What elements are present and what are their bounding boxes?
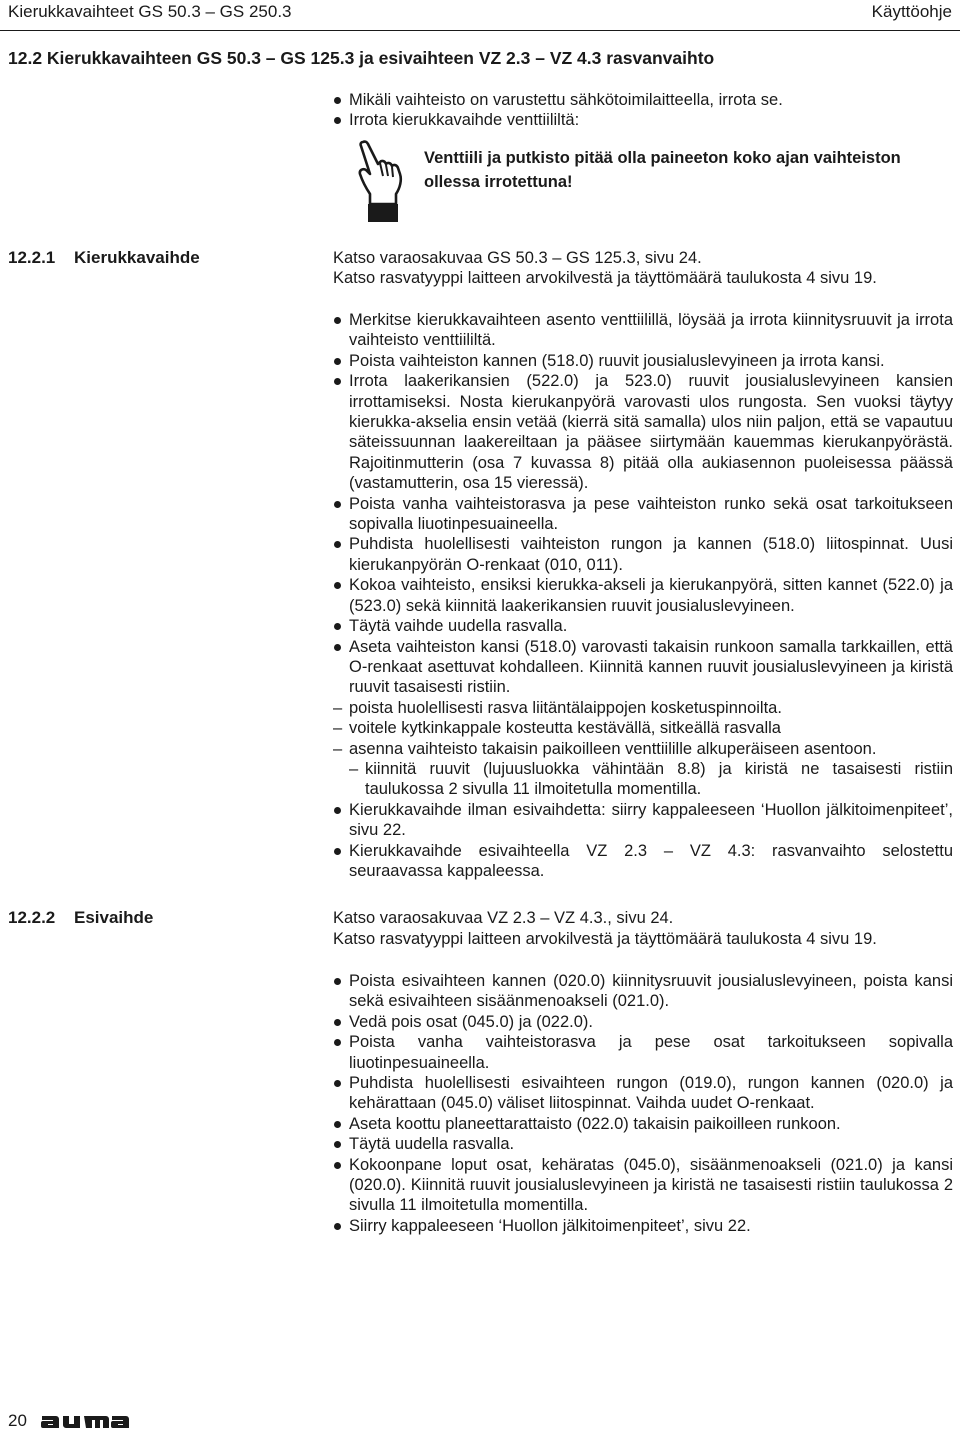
list-item: Aseta vaihteiston kansi (518.0) varovasti takaisin runkoon samalla tarkkaillen, että O-renkaat asettuvat kohdalleen. Kiinnitä kannen ruuvit jousialuslevyineen ja kiristä ruuvit tasaisesti ristiin. bbox=[333, 637, 953, 698]
intro-bullet: Irrota kierukkavaihde venttiililtä: bbox=[333, 110, 953, 130]
list-item: Siirry kappaleeseen ‘Huollon jälkitoimenpiteet’, sivu 22. bbox=[333, 1216, 953, 1236]
subsection-number: 12.2.1 bbox=[8, 248, 56, 267]
warning-text: Venttiili ja putkisto pitää olla paineeton koko ajan vaihteiston ollessa irrotettuna! bbox=[424, 149, 901, 191]
list-item: Irrota laakerikansien (522.0) ja 523.0) ruuvit jousialuslevyineen kansien irrottamiseksi. Nosta kierukanpyörä varovasti ulos rungosta. Sen vuoksi täytyy kierukka-akselia ensin vetää (kierrä sitä samalla) ulos niin paljon, että se vapautuu säteissuunnan laakereiltaan ja pääsee siirtymään kauemmas kierukanpyörästä. Rajoitinmutterin (osa 7 kuvassa 8) pitää olla aukiasennon puoleisessa päässä (vastamutterin, osa 15 vieressä). bbox=[333, 371, 953, 493]
pointing-hand-icon bbox=[356, 140, 406, 224]
section-title: 12.2 Kierukkavaihteen GS 50.3 – GS 125.3 ja esivaihteen VZ 2.3 – VZ 4.3 rasvanvaihto bbox=[8, 48, 715, 68]
running-header-title: Kierukkavaihteet GS 50.3 – GS 250.3 bbox=[8, 2, 292, 21]
list-item: Poista vaihteiston kannen (518.0) ruuvit jousialuslevyineen ja irrota kansi. bbox=[333, 351, 953, 371]
reference-line: Katso varaosakuvaa VZ 2.3 – VZ 4.3., sivu 24. bbox=[333, 909, 674, 927]
intro-bullet-list bbox=[333, 90, 953, 131]
list-item: Poista esivaihteen kannen (020.0) kiinnitysruuvit jousialuslevyineen, poista kansi sekä esivaihteen sisäänmenoakseli (021.0). bbox=[333, 971, 953, 1012]
bullet-list-gear bbox=[333, 310, 953, 881]
bullet-list-pre-gear bbox=[333, 971, 953, 1236]
list-item: Puhdista huolellisesti esivaihteen rungon (019.0), rungon kannen (020.0) ja kehärattaan (045.0) väliset liitospinnat. Vaihda uudet O-renkaat. bbox=[333, 1073, 953, 1114]
reference-line: Katso rasvatyyppi laitteen arvokilvestä ja täyttömäärä taulukosta 4 sivu 19. bbox=[333, 930, 877, 948]
list-item: Poista vanha vaihteistorasva ja pese osat tarkoitukseen sopivalla liuotinpesuaineella. bbox=[333, 1032, 953, 1073]
list-item: Vedä pois osat (045.0) ja (022.0). bbox=[333, 1012, 953, 1032]
list-item: Täytä uudella rasvalla. bbox=[333, 1134, 953, 1154]
list-item: Täytä vaihde uudella rasvalla. bbox=[333, 616, 953, 636]
reference-line: Katso varaosakuvaa GS 50.3 – GS 125.3, sivu 24. bbox=[333, 249, 702, 267]
intro-bullet: Mikäli vaihteisto on varustettu sähkötoimilaitteella, irrota se. bbox=[333, 90, 953, 110]
header-rule bbox=[0, 30, 960, 31]
page-number: 20 bbox=[8, 1411, 27, 1430]
dash-item: – poista huolellisesti rasva liitäntälaippojen kosketuspinnoilta. bbox=[333, 698, 782, 717]
list-item: Poista vanha vaihteistorasva ja pese vaihteiston runko sekä osat tarkoitukseen sopivalla liuotinpesuaineella. bbox=[333, 494, 953, 535]
list-item: Puhdista huolellisesti vaihteiston rungon ja kannen (518.0) liitospinnat. Uusi kierukanpyörän O-renkaat (010, 011). bbox=[333, 534, 953, 575]
reference-line: Katso rasvatyyppi laitteen arvokilvestä ja täyttömäärä taulukosta 4 sivu 19. bbox=[333, 269, 877, 287]
list-item: Kokoa vaihteisto, ensiksi kierukka-akseli ja kierukanpyörä, sitten kannet (522.0) ja (523.0) sekä kiinnitä laakerikansien ruuvit jousialuslevyineen. bbox=[333, 575, 953, 616]
subsection-number: 12.2.2 bbox=[8, 908, 56, 927]
list-item: Merkitse kierukkavaihteen asento venttiilillä, löysää ja irrota kiinnitysruuvit ja irrota vaihteisto venttiililtä. bbox=[333, 310, 953, 351]
running-header-doc-type: Käyttöohje bbox=[871, 2, 952, 21]
list-item: Kokoonpane loput osat, kehäratas (045.0), sisäänmenoakseli (021.0) ja kansi (020.0). Kiinnitä ruuvit jousialuslevyineen ja kiristä ne tasaisesti ristiin taulukossa 2 sivulla 11 ilmoitetulla momentilla. bbox=[333, 1155, 953, 1216]
dash-item: – voitele kytkinkappale kosteutta kestävällä, sitkeällä rasvalla bbox=[333, 719, 781, 738]
list-item: Kierukkavaihde ilman esivaihdetta: siirry kappaleeseen ‘Huollon jälkitoimenpiteet’, sivu 22. bbox=[333, 800, 953, 841]
dash-item: – asenna vaihteisto takaisin paikoilleen venttiilille alkuperäiseen asentoon. bbox=[333, 739, 877, 758]
list-item: Kierukkavaihde esivaihteella VZ 2.3 – VZ 4.3: rasvanvaihto selostettu seuraavassa kappaleessa. bbox=[333, 841, 953, 882]
list-item: Aseta koottu planeettarattaisto (022.0) takaisin paikoilleen runkoon. bbox=[333, 1114, 953, 1134]
auma-logo bbox=[40, 1409, 130, 1429]
dash-item: – kiinnitä ruuvit (lujuusluokka vähintään 8.8) ja kiristä ne tasaisesti ristiin taulukossa 2 sivulla 11 ilmoitetulla momentilla. bbox=[349, 759, 953, 799]
subsection-title: Kierukkavaihde bbox=[74, 248, 200, 267]
subsection-title: Esivaihde bbox=[74, 908, 154, 927]
